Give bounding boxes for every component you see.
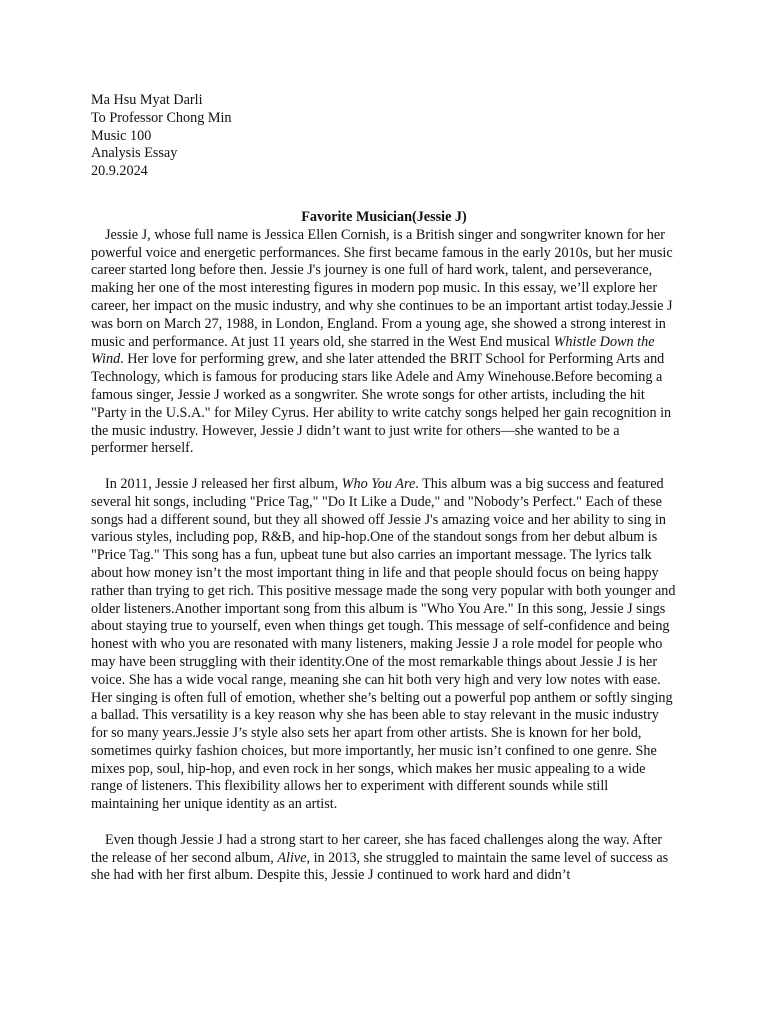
paragraph-2 <box>91 476 677 814</box>
essay-title: Favorite Musician(Jessie J) <box>301 208 467 225</box>
essay-document <box>91 92 677 885</box>
essay-header <box>91 92 677 181</box>
paragraph-2-text-a: In 2011, Jessie J released her first album, <box>105 475 342 492</box>
paragraph-1-text-a: Jessie J, whose full name is Jessica Ellen Cornish, is a British singer and songwriter known for her powerful voice and energetic performances. She first became famous in the early 2010s, but her music career started long before then. Jessie J's journey is one full of hard work, talent, and perseverance, making her one of the most interesting figures in modern pop music. In this essay, we’ll explore her career, her impact on the music industry, and why she continues to be an important artist today.Jessie J was born on March 27, 1988, in London, England. From a young age, she showed a strong interest in music and performance. At just 11 years old, she starred in the West End musical <box>91 226 673 350</box>
album-title-alive: Alive <box>277 849 307 866</box>
paragraph-3-text-b: , in 2013, she struggled to maintain the same level of success as she had with her first album. Despite this, Jessie J continued to work hard and didn’t <box>91 849 669 884</box>
paragraph-1-text-b: . Her love for performing grew, and she later attended the BRIT School for Performing Arts and Technology, which is famous for producing stars like Adele and Amy Winehouse.Before becoming a famous singer, Jessie J worked as a songwriter. She wrote songs for other artists, including the hit "Party in the U.S.A." for Miley Cyrus. Her ability to write catchy songs helped her gain recognition in the music industry. However, Jessie J didn’t want to just write for others—she wanted to be a performer herself. <box>91 351 672 457</box>
paragraph-3-text-a: Even though Jessie J had a strong start to her career, she has faced challenges along the way. After the release of her second album, <box>91 831 663 866</box>
album-title-who-you-are: Who You Are <box>341 475 416 492</box>
paragraph-2-text-b: . This album was a big success and featured several hit songs, including "Price Tag," "Do It Like a Dude," and "Nobody’s Perfect." Each of these songs had a different sound, but they all showed off Jessie J's amazing voice and her ability to sing in various styles, including pop, R&B, and hip-hop.One of the standout songs from her debut album is "Price Tag." This song has a fun, upbeat tune but also carries an important message. The lyrics talk about how money isn’t the most important thing in life and that people should focus on being happy rather than trying to get rich. This positive message made the song very popular with both younger and older listeners.Another important song from this album is "Who You Are." In this song, Jessie J sings about staying true to yourself, even when things get tough. This message of self-confidence and being honest with who you are resonated with many listeners, making Jessie J a role model for people who may have been struggling with their identity.One of the most remarkable things about Jessie J is her voice. She has a wide vocal range, meaning she can hit both very high and very low notes with ease. Her singing is often full of emotion, whether she’s belting out a powerful pop anthem or softly singing a ballad. This versatility is a key reason why she has been able to stay relevant in the music industry for so many years.Jessie J’s style also sets her apart from other artists. She is known for her bold, sometimes quirky fashion choices, but more importantly, her music isn’t confined to one genre. She mixes pop, soul, hip-hop, and even rock in her songs, which makes her music appealing to a wide range of listeners. This flexibility allows her to experiment with different sounds while still maintaining her unique identity as an artist. <box>91 475 676 813</box>
student-name: Ma Hsu Myat Darli <box>91 92 203 108</box>
essay-date: 20.9.2024 <box>91 163 148 180</box>
musical-title: Whistle Down the Wind <box>91 333 655 368</box>
paragraph-3 <box>91 832 677 885</box>
course-name: Music 100 <box>91 127 152 144</box>
assignment-type: Analysis Essay <box>91 145 178 162</box>
professor-line: To Professor Chong Min <box>91 109 232 126</box>
paragraph-1 <box>91 227 677 458</box>
